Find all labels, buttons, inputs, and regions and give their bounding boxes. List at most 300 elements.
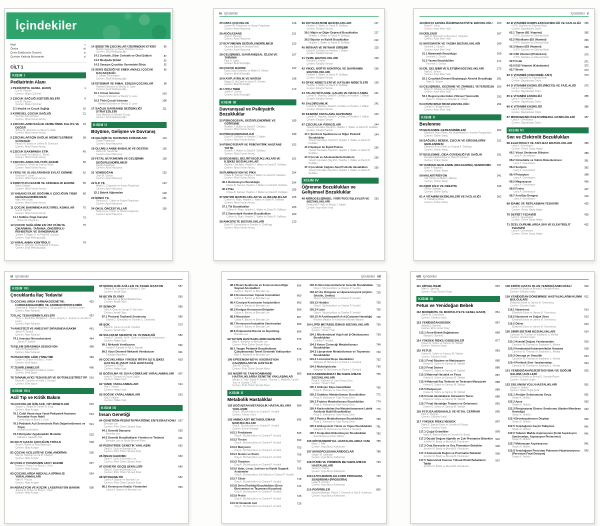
chapter-title: Tirozin [237,438,247,442]
chapter-page-number: 469 [89,355,94,359]
chapter-authors: Bruce K. Shapiro ve Meghan E. O'Neill [426,97,468,101]
chapter-page-number: 868 [495,331,500,335]
chapter-translator: Çeviren: Alper Aykanat [15,309,40,313]
chapter-translator: Çeviren: Nihal Yaman Artunç [224,138,255,142]
chapter-title: Mitokondriyal Yağ Asidi β-Oksidasyonu Bozuklukları [313,332,369,340]
toc-column [99,283,182,495]
chapter-entry [419,195,501,204]
chapter-number: 100 [227,357,233,362]
chapter-authors: Wanda D. Barfield [423,333,443,337]
chapter-title: PEDİATRİK AĞRI YÖNETİMİ [14,355,53,359]
chapter-number: 99 [227,337,231,341]
chapter-translator: Çeviren: Nihal Yaman Artunç [15,145,46,149]
chapter-title: GENETİĞİN PEDİATRİ PRATİĞİNE ENTEGRASYONU [103,419,176,423]
chapter-entry [507,115,589,124]
chapter-entry [10,192,85,204]
chapter-authors: Larry A. Greenbaum [511,118,534,122]
chapter-page-number: 457 [89,314,94,318]
part-label: KISIM [12,73,23,78]
chapter-number: 120.4 [507,361,515,365]
chapter-authors: Lovern R. Moseley, David R. DeMaso ve Heather J. Walter [306,104,369,108]
chapter-authors: Joseph L. Wright ve Steven E. Krug [15,405,54,409]
chapter-authors: Larry A. Greenbaum [511,215,534,219]
chapter-number: 103.10 [229,501,239,505]
chapter-authors: Maria E. Barnes-Davis ve Jennifer M. Brady [423,433,470,437]
chapter-authors: Lee M. Pachter [15,208,32,212]
chapter-entry [416,321,499,330]
chapter-page-number: 273 [496,67,502,71]
chapter-title: ABRAZYON VE KÜÇÜK LASERASYON BAKIMI [14,485,80,489]
toc-column [416,283,499,468]
chapter-title: LİPİD METABOLİZMASI BOZUKLUKLARI [312,322,370,327]
chapter-translator: Çeviren: Pelin Özlem Şimşek Kiper [104,424,142,428]
chapter-number: 11 [10,205,14,210]
chapter-number: 2 [10,96,12,101]
chapter-authors: Howard Dubowitz ve Wendy G. Lane [96,84,136,88]
chapter-page-number: 95 [163,68,167,72]
chapter-translator: Çeviren: İsmail Oğuz [104,289,127,293]
chapter-title: MİTOKONDRİYAL HASTALIKLARDA TANI [312,439,370,443]
chapter-page-number: 243 [374,112,379,116]
chapter-page-number: 707 [296,460,302,464]
subchapter-entry [309,291,380,300]
chapter-translator: Çeviren: Hakan Uçar [104,388,127,392]
chapter-title: Prolin [237,494,246,498]
chapter-title: YALAN SÖYLEME, ÇALMA VE OKULU ASMA [305,91,369,95]
chapter-authors: Kenneth L. Grizzle [426,62,447,66]
subchapter-entry [230,467,301,476]
chapter-authors: David R. DeMaso ve Heather J. Walter [306,48,348,52]
subchapter-entry [230,294,301,300]
chapter-authors: Kristen E. Suhrie ve Sammy M. Tabbah [423,361,466,365]
chapter-number: 11.1 [12,215,19,219]
subchapter-entry [509,166,588,172]
chapter-page-number: 519 [89,412,94,416]
subchapter-entry [94,59,167,62]
chapter-authors: Jonathan B. Wagner, Matthew J. McLaughlin ve J. Steven Leeder [15,306,85,310]
chapter-page-number: 185 [291,118,297,122]
chapter-page-number: 912 [584,294,589,298]
chapter-title: Bronkopulmoner Displazi [515,417,550,421]
chapter-authors: Blair K. Bostwick ve Brendan Lee [232,340,268,344]
chapter-translator: Çeviren: Nihal Yaman Artunç [15,117,46,121]
chapter-authors: Larry A. Greenbaum [513,197,536,201]
chapter-title: YIKICI, DÜRTÜ KONTROL VE DAVRANIM BOZUKLUKLARI [305,66,363,74]
chapter-authors: Veronnie F. Jones [15,173,35,177]
volume-label: CİLT 1 [10,62,85,69]
chapter-title: Akciğer Solunumuna Geçiş [515,392,552,396]
chapter-authors: Carlos A. Bacino ve Brendan Lee [234,325,270,329]
chapter-title: ÇOCUK SAĞLIĞINI EN ÜST DÜZEYE ÇIKARMAK: TARAMA, ÖNGÖRÜLÜ REHBERLİK VE DANIŞMANLIK [14,223,66,234]
chapter-entry [307,372,381,384]
chapter-page-number: 205 [291,188,297,192]
subchapter-entry [309,343,380,349]
part-title: Çocuklarda İlaç Tedavisi [10,292,63,298]
chapter-authors: Oleg A. Shchelochkov ve Charles P. Venditti [234,441,282,445]
chapter-entry [416,420,499,429]
chapter-title: Yabancı Madde Aspirasyonu (Fetal Aspirasyon Sendromları, Aspirasyon Pnömonisi) [512,431,577,438]
chapter-translator: Çeviren: Aysel Hacıyeva [96,202,123,206]
chapter-number: 98.7 [229,322,236,326]
chapter-authors: Shawn K. Ahlfeld [512,454,531,458]
chapter-translator: Çeviren: Seçil Mektupçuoğlu [96,87,127,91]
subchapter-entry [419,437,500,443]
chapter-translator: Çeviren: Nihal Yaman Artunç [15,155,46,159]
chapter-entry [10,472,93,484]
chapter-authors: Carlos A. Bacino ve Brendan Lee [234,303,270,307]
chapter-number: 118 [505,284,510,288]
chapter-number: 22.1 [93,191,100,195]
chapter-title: OTİZM SPEKTRUM BOZUKLUĞU [423,102,470,106]
chapter-authors: Oleg A. Shchelochkov, Irini Manoli ve Charles P. Venditti [234,473,294,477]
chapter-authors: Kenneth L. Grizzle [426,55,447,59]
chapter-translator: Çeviren: Ayşe Mete Yeşil [424,108,451,112]
chapter-authors: Carlos A. Bacino ve Brendan Lee [234,311,270,315]
chapter-number: 105.4 [309,406,317,411]
chapter-entry [219,143,296,155]
chapter-page-number: 136 [162,207,167,211]
chapter-title: SENKOP [103,305,116,309]
chapter-title: KORUYUCU BAKIM VE AKRABALIK BAKIMI [12,181,75,185]
chapter-number: 14.2 [93,58,100,62]
chapter-page-number: 209 [291,212,297,216]
chapter-page-number: 877 [495,338,500,342]
chapter-title: SAĞLIKLI BEBEK, ÇOCUK VE ERGENLERİN BESLENMESİ [423,138,486,146]
chapter-page-number: 365 [584,31,589,35]
chapter-number: 116 [416,409,422,413]
chapter-authors: Deepak Palakshappa ve Hans B. Kersten [424,155,469,159]
chapter-page-number: 389 [584,151,589,155]
chapter-translator: Çeviren: Alper Aykanat [15,322,40,326]
part-label: KISIM [93,123,104,127]
chapter-number: 74.1 [12,336,19,341]
chapter-title: Ödem [515,321,524,326]
running-head [416,275,588,280]
chapter-entry [10,181,85,190]
chapter-title: Çocuk ve Adolesanlarda Katatoni [310,155,355,159]
chapter-title: ANESTEZİ VE AMELİYAT SIRASINDA BAKIM [14,327,76,331]
chapter-number: 111 [416,284,421,288]
chapter-authors: Heather J. Walter ve David R. DeMaso [308,34,350,38]
chapter-number: 115.4 [418,380,426,384]
chapter-title: DOĞUŞTAN METABOLİK HASTALIKLARA YAKLAŞIM [232,404,292,411]
subchapter-entry [419,430,500,436]
subchapter-entry [309,284,380,290]
chapter-number: 4 [10,122,12,126]
chapter-number: 54 [419,102,423,106]
front-matter-label: Önsöz [10,47,19,51]
chapter-translator: Çeviren: Özlem Saraç [424,134,448,138]
chapter-title: İKİNCİ YIL [95,196,110,200]
chapter-title: Cinsiyet Kromozom Anöploidileri [236,300,280,304]
subchapter-entry [509,159,588,165]
chapter-page-number: 70 [82,206,86,210]
chapter-title: Lipoprotein Metabolizması ve Taşınması Bozuklukları [313,350,370,357]
chapter-page-number: 932 [584,407,589,411]
chapter-page-number: 931 [584,383,589,387]
chapter-page-number: 603 [178,358,183,362]
chapter-number: 80 [10,440,14,444]
chapter-number: 115.5 [418,387,426,391]
chapter-translator: Çeviren: Ayça Burcu Kahraman [311,469,346,473]
chapter-authors: Larry A. Greenbaum [513,175,536,179]
chapter-entry [419,184,501,193]
chapter-page-number: 883 [495,349,500,353]
chapter-authors: Oleg A. Shchelochkov ve Charles P. Venditti [234,504,282,508]
chapter-page-number: 146 [291,21,297,25]
chapter-entry [99,475,182,484]
running-head [419,12,588,17]
chapter-authors: Howard I. Pryor II ve Bruce L. Klein [15,464,53,468]
chapter-page-number: 765 [376,372,381,376]
part-label: KISIM [303,179,314,183]
toc-column [507,20,589,236]
subchapter-entry [230,284,301,293]
chapter-title: Nörotransmitterlerin Genetik Bozuklukları [318,283,374,287]
chapter-number: 88 [99,322,103,327]
chapter-entry [219,171,296,180]
part-label: KISIM [12,389,23,394]
chapter-title: Fetal Hastalıkların İntrauterin Tanısı [426,394,474,398]
chapter-page-number: 699 [296,438,302,442]
chapter-entry [10,112,85,121]
chapter-authors: Chase B. Samsel, Heather J. Walter ve David R. DeMaso [226,183,288,187]
chapter-page-number: 676 [296,347,302,351]
chapter-page-number: 521 [89,422,94,426]
chapter-page-number: 799 [376,474,381,478]
chapter-number: 73 [10,313,14,318]
chapter-title: ÇOCUK SAĞLIĞI EŞİTSİZLİKLERİ [12,96,60,101]
chapter-page-number: 387 [584,115,589,119]
part-label: KISIM [229,391,240,395]
chapter-translator: Çeviren: Pelin Özlem Şimşek Kiper [104,470,142,474]
chapter-number: 7 [10,160,12,164]
chapter-authors: Joseph F. Hagan Jr. ve Paula M. Duncan [15,233,59,237]
chapter-number: 119.3 [507,321,515,326]
chapter-translator: Çeviren: Ertuğrul Sercan [306,51,333,55]
chapter-page-number: 68 [82,192,86,196]
chapter-entry [227,372,301,387]
chapter-authors: David R. DeMaso ve Heather J. Walter [224,135,266,139]
chapter-number: 117.3 [418,444,426,448]
subchapter-entry [94,191,167,194]
chapter-translator: Çeviren: Nihal Yaman Artunç [224,165,255,169]
chapter-entry [507,202,589,211]
part-label: KISIM [508,128,519,133]
chapter-number: 47.3 [304,155,310,159]
chapter-authors: Oleg A. Shchelochkov ve Charles P. Venditti [234,448,282,452]
chapter-number: 89 [99,333,103,337]
chapter-page-number: 510 [89,376,94,380]
chapter-translator: Çeviren: Bayraktutan Özüm [511,100,542,104]
chapter-authors: Oleg A. Shchelochkov ve Charles P. Venditti [313,311,361,315]
subchapter-entry [508,449,589,458]
chapter-authors: James P. Spaeth [17,340,36,344]
running-head-title: İçindekiler [360,274,376,279]
chapter-number: 68 [506,141,510,145]
part-label: KISIM [12,286,23,291]
chapter-translator: Çeviren: Alper Aykanat [15,350,40,354]
chapter-number: 122.1 [507,392,515,396]
chapter-number: 105.1 [309,385,317,389]
chapter-entry [507,105,589,114]
chapter-authors: Larry A. Greenbaum [511,97,534,101]
chapter-number: 36.2 [221,187,228,191]
chapter-page-number: 660 [296,294,302,298]
part-banner [227,390,301,396]
chapter-authors: Larry A. Greenbaum [511,229,534,233]
chapter-entry [227,358,301,370]
chapter-number: 79.3 [12,432,19,436]
chapter-authors: Lovern R. Moseley, David R. DeMaso ve Heather J. Walter [306,115,369,119]
chapter-entry [91,82,166,91]
chapter-number: 79 [10,402,14,406]
chapter-title: Radyasyon [426,387,442,391]
chapter-number: 62.5 [509,59,515,63]
chapter-authors: Alia Y. Antoon [104,395,119,399]
chapter-number: 23 [91,196,95,200]
chapter-page-number: 269 [496,52,502,56]
chapter-authors: James P. Spaeth [15,330,34,334]
chapter-title: ÇOCUK BAKIMINDA KÜLTÜREL KONULAR [14,205,75,210]
subchapter-entry [13,107,86,110]
chapter-number: 86 [99,294,103,298]
subchapter-entry [304,38,378,44]
subchapter-entry [230,308,301,314]
subchapter-entry [309,350,380,356]
chapter-number: 115.7 [418,401,426,405]
chapter-entry [505,369,588,381]
part-banner [302,178,379,184]
chapter-number: 62.7 [509,68,515,72]
chapter-translator: Çeviren: Nihal Yaman Artunç [224,225,255,229]
chapter-number: 39.2 [304,37,310,42]
chapter-title: ANKSİYETE BOZUKLUKLARI [223,220,265,224]
chapter-authors: Eric Kodish ve Kathryn L. Weise [15,152,50,156]
subchapter-entry [309,386,380,392]
chapter-entry [505,383,588,392]
subchapter-entry [508,425,589,431]
chapter-translator: Çeviren: Bayraktutan Özüm [511,110,542,114]
chapter-entry [10,300,93,312]
chapter-title: BÜYÜMENİN DEĞERLENDİRİLMESİ [223,42,274,46]
chapter-translator: Çeviren: Aysel Hacıyeva [96,176,123,180]
chapter-authors: Jennifer M. Brady ve Brenda B. Poindexter [423,440,469,444]
chapter-authors: Daryl A. Scott ve Brendan Lee [104,446,137,450]
chapter-number: 71 [506,223,510,227]
chapter-title: DİL GELİŞİMİ VE İLETİŞİM BOZUKLUKLARI [423,66,484,71]
chapter-page-number: 362 [496,195,502,199]
chapter-translator: Çeviren: Pelin Özlem Şimşek Kiper [104,449,142,453]
subchapter-entry [309,432,380,438]
chapter-translator: Çeviren: Aysel Hacıyeva [224,37,251,41]
chapter-page-number: 941 [584,442,589,446]
chapter-page-number: 62 [82,171,86,175]
subchapter-entry [230,431,301,437]
chapter-number: 98.6 [229,314,236,319]
chapter-title: Zorbalık, Siber Zorbalık ve Okul Şiddeti [99,54,152,58]
chapter-authors: Seth A. Gray ve George F. Van Hare [104,308,143,312]
chapter-title: SİNİR SİSTEMİ BOZUKLUKLARI [510,329,556,334]
chapter-number: 105.5 [309,417,317,421]
chapter-title: EPİGENOM-BOYU ASOSİASYON ÇALIŞMALARI VE HASTALIK [232,357,279,365]
chapter-number: 65 [506,94,510,98]
chapter-authors: H.P.S. Sachdev ve Dheeraj Shah [513,55,549,59]
chapter-title: HİPOGLİSEMİ [421,284,441,288]
chapter-translator: Çeviren: Gözdem Kaykı [510,335,536,339]
chapter-page-number: 907 [495,459,500,463]
chapter-number: 63 [506,73,510,77]
chapter-entry [91,207,166,216]
chapter-authors: Oleg A. Shchelochkov ve Charles P. Venditti [234,462,282,466]
chapter-page-number: 464 [89,337,94,341]
chapter-page-number: 253 [374,197,379,201]
chapter-page-number: 406 [584,180,589,184]
chapter-title: Fetal Büyüme ve Matürasyon [426,358,465,362]
chapter-number: 29 [219,66,223,70]
chapter-title: İntrakranial-İntraventriküler Kanama [515,346,564,351]
chapter-title: YERLİ VE ULUSLARARASI EVLAT EDİNME [12,170,73,175]
chapter-title: Tik Bozuklukları [228,204,250,209]
part-number: V [432,115,436,120]
chapter-translator: Çeviren: Hakan Uçar [104,398,127,402]
chapter-page-number: 909 [584,284,589,288]
chapter-title: Mekanik Ventilasyon [107,342,136,347]
chapter-title: PSİKOFARMAKOLOJİ [223,132,254,136]
chapter-authors: Ashok P. Sarnaik ve Ajit A. Sarnaik [106,346,143,350]
chapter-number: 82 [10,461,14,465]
running-head-title: İçindekiler [570,11,585,16]
subchapter-entry [309,393,380,399]
chapter-title: Bebek Ağlamaları [99,191,124,195]
chapter-authors: Larry A. Greenbaum [513,190,536,194]
toc-column [227,283,301,508]
chapter-authors: Cameron W. Thomas ve Stephanie L. Merhar [512,364,561,368]
chapter-page-number: 206 [291,205,297,209]
chapter-page-number: 244 [374,133,379,137]
chapter-entry [91,147,166,156]
part-banner [219,99,296,105]
chapter-number: 66 [506,104,510,109]
chapter-title: OKUL ÖNCESİ YILLAR [95,206,127,211]
chapter-number: 94.2 [101,435,108,440]
toc-page-iii [4,8,173,261]
chapter-page-number: 800 [376,488,381,492]
chapter-title: ÇOCUKLARDA YÜKSEK İRTİFA İLE İLİŞKİLİ HASTALIK (AKUT DAĞ HASTALIĞI) [103,358,165,365]
chapter-number: 62.1 [509,30,515,35]
chapter-translator: Çeviren: Aysel Hacıyeva [96,166,123,170]
chapter-authors: Susan Feigelman [96,163,115,167]
chapter-authors: Larry A. Greenbaum [513,183,536,187]
subchapter-entry [230,446,301,452]
chapter-authors: Jennifer M. Brady ve Beena D. Kamath-Rayne [510,287,560,291]
chapter-number: 104.5 [309,364,317,368]
chapter-entry [302,81,379,90]
subchapter-entry [508,315,589,321]
chapter-number: 103 [227,417,233,422]
chapter-page-number: 65 [82,181,86,185]
subchapter-entry [508,340,589,346]
chapter-entry [99,284,182,293]
chapter-title: PEDİATRİDE GENETİK YAKLAŞIM [103,443,151,448]
chapter-number: 81 [10,450,14,455]
subchapter-entry [309,417,380,423]
front-matter-page: xi [83,55,86,59]
chapter-entry [302,46,379,55]
chapter-entry [10,160,85,169]
chapter-authors: Elizabeth Enlow ve James M. Greenberg [512,325,556,329]
chapter-number: 28 [219,52,223,56]
